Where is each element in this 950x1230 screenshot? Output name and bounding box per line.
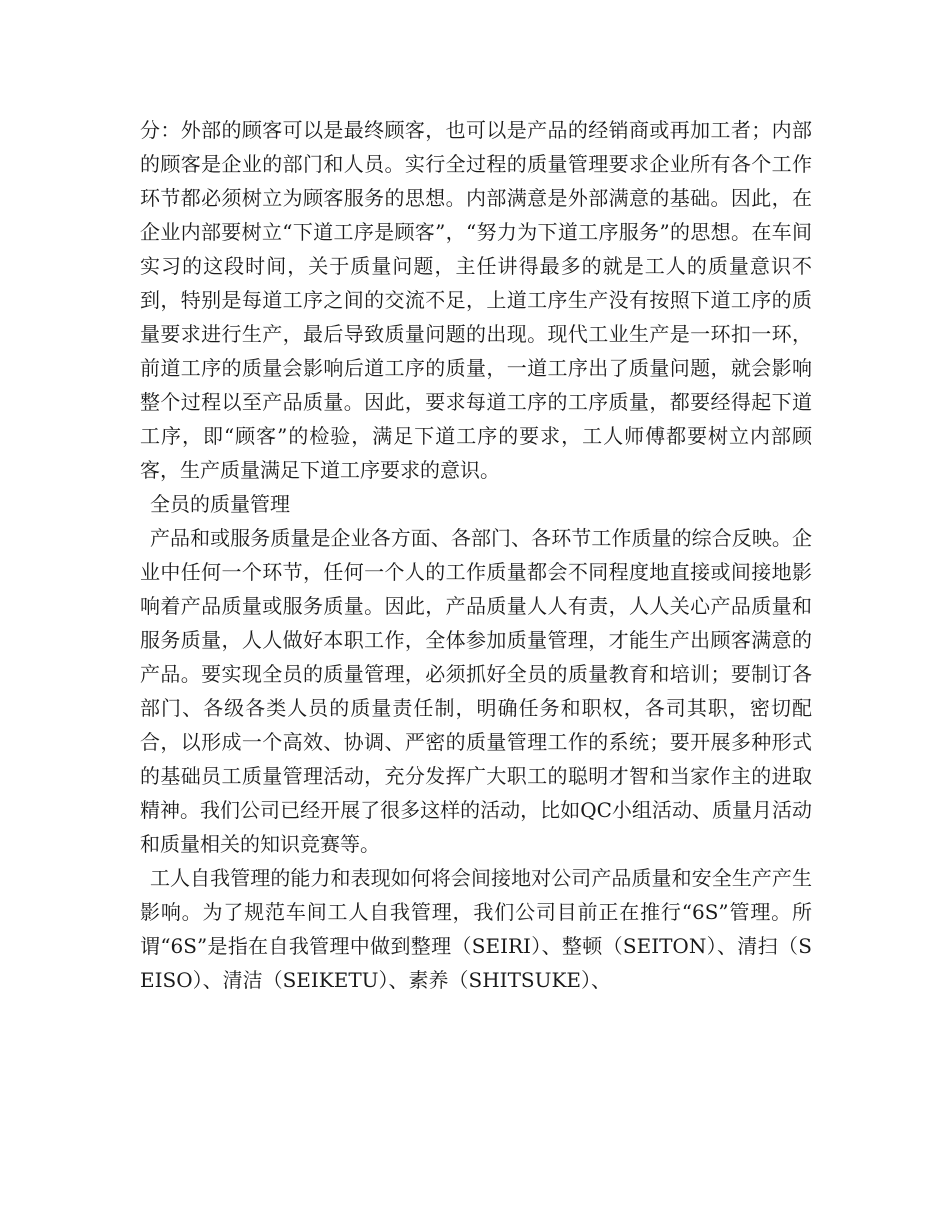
paragraph-6s-management: 工人自我管理的能力和表现如何将会间接地对公司产品质量和安全生产产生影响。为了规范车间工人自我管理，我们公司目前正在推行“6S”管理。所谓“6S”是指在自我管理中做到整理（SEIRI）、整顿（SEITON）、清扫（SEISO）、清洁（SEIKETU）、素养（SHITSUKE）、 xyxy=(140,866,812,992)
paragraph-full-staff-quality: 产品和或服务质量是企业各方面、各部门、各环节工作质量的综合反映。企业中任何一个环节，任何一个人的工作质量都会不同程度地直接或间接地影响着产品质量或服务质量。因此，产品质量人人有责，人人关心产品质量和服务质量，人人做好本职工作，全体参加质量管理，才能生产出顾客满意的产品。要实现全员的质量管理，必须抓好全员的质量教育和培训；要制订各部门、各级各类人员的质量责任制，明确任务和职权，各司其职，密切配合，以形成一个高效、协调、严密的质量管理工作的系统；要开展多种形式的基础员工质量管理活动，充分发挥广大职工的聪明才智和当家作主的进取精神。我们公司已经开展了很多这样的活动，比如QC小组活动、质量月活动和质量相关的知识竞赛等。 xyxy=(140,526,812,856)
section-heading-full-staff-quality: 全员的质量管理 xyxy=(150,492,290,516)
paragraph-internal-customer: 分：外部的顾客可以是最终顾客，也可以是产品的经销商或再加工者；内部的顾客是企业的部门和人员。实行全过程的质量管理要求企业所有各个工作环节都必须树立为顾客服务的思想。内部满意是外部满意的基础。因此，在企业内部要树立“下道工序是顾客”，“努力为下道工序服务”的思想。在车间实习的这段时间，关于质量问题，主任讲得最多的就是工人的质量意识不到，特别是每道工序之间的交流不足，上道工序生产没有按照下道工序的质量要求进行生产，最后导致质量问题的出现。现代工业生产是一环扣一环，前道工序的质量会影响后道工序的质量，一道工序出了质量问题，就会影响整个过程以至产品质量。因此，要求每道工序的工序质量，都要经得起下道工序，即“顾客”的检验，满足下道工序的要求，工人师傅都要树立内部顾客，生产质量满足下道工序要求的意识。 xyxy=(140,118,812,482)
document-page xyxy=(140,113,812,997)
